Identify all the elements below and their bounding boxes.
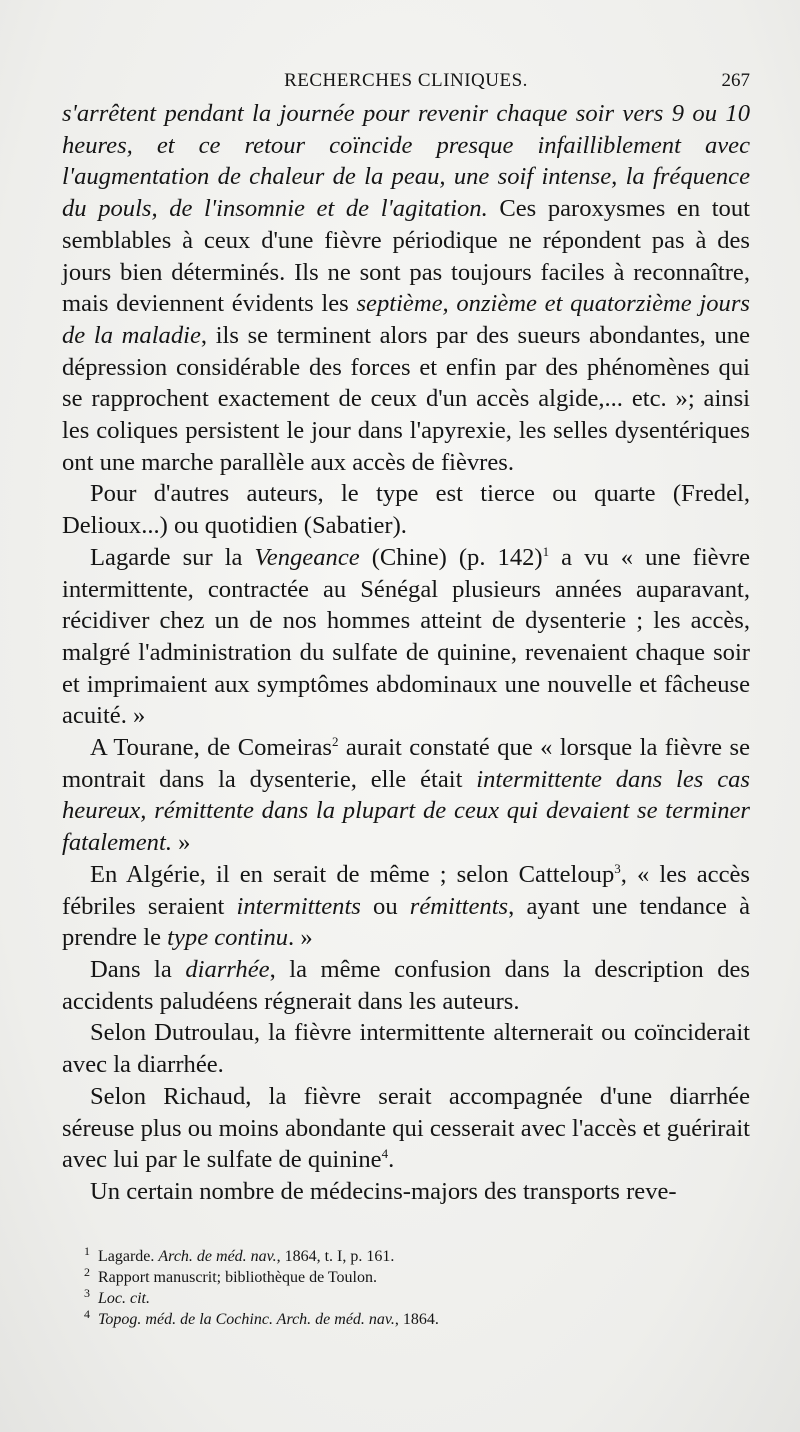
text-span: , la même confusion dans la description des accidents paludéens régnerait dans les auteurs. <box>62 955 750 1015</box>
footnote-mark: 2 <box>84 1265 90 1279</box>
text-span: ou <box>360 892 410 920</box>
text-span: aurait constaté que « lorsque la fièvre se montrait dans la dysenterie, elle était <box>62 734 750 793</box>
italic-span: Arch. de méd. nav. <box>158 1248 277 1265</box>
footnote-mark: 4 <box>84 1307 90 1321</box>
paragraph-8 <box>62 1081 750 1176</box>
text-span: (Chine) (p. 142) <box>359 543 543 571</box>
footnote-mark: 1 <box>84 1244 90 1258</box>
italic-span: diarrhée <box>185 955 270 983</box>
paragraph-5 <box>62 859 750 954</box>
italic-span: intermittents <box>236 892 361 920</box>
footnote <box>84 1288 724 1309</box>
text-span: , « les accès fébriles seraient <box>62 860 750 920</box>
footnote <box>84 1267 724 1288</box>
text-span: , ayant une tendance à prendre le <box>62 892 750 952</box>
paragraph-7: Selon Dutroulau, la fièvre intermittente alternerait ou coïnciderait avec la diarrhée. <box>62 1019 750 1079</box>
footnotes <box>84 1246 724 1330</box>
page-number: 267 <box>721 70 750 91</box>
paragraph-4 <box>62 732 750 859</box>
text-span: En Algérie, il en serait de même ; selon Catteloup <box>90 860 615 888</box>
text-span: , 1864. <box>394 1311 439 1328</box>
italic-span: Topog. méd. de la Cochinc. Arch. de méd. nav. <box>98 1311 395 1328</box>
paragraph-3 <box>62 542 750 732</box>
text-span: Dans la <box>90 955 186 983</box>
italic-span: septième, onzième et quatorzième jours de la maladie <box>62 290 750 349</box>
text-span: . » <box>288 924 313 952</box>
footnote <box>84 1309 724 1330</box>
text-span: a vu « une fièvre intermittente, contractée au Sénégal plusieurs années auparavant, récidiver chez un de nos hommes atteint de dysenterie ; les accès, malgré l'administration du sulfate de quinine, revenaient chaque soir et imprimaient aux symptômes abdominaux une nouvelle et fâcheuse acuité. » <box>62 543 750 730</box>
paragraph-9: Un certain nombre de médecins-majors des transports reve- <box>90 1177 677 1205</box>
italic-span: intermittente dans les cas heureux, rémittente dans la plupart de ceux qui devaient se terminer fatalement. <box>62 765 751 857</box>
text-span: Lagarde. <box>98 1248 159 1265</box>
italic-span: type continu <box>167 924 289 952</box>
paragraph-1 <box>62 98 750 478</box>
text-span: . <box>388 1146 395 1174</box>
footnote <box>84 1246 724 1267</box>
footnote-text <box>98 1267 377 1288</box>
footnote-text <box>98 1309 439 1330</box>
footnote-ref: 4 <box>381 1146 389 1162</box>
footnote-mark: 3 <box>84 1286 90 1300</box>
running-title: RECHERCHES CLINIQUES. <box>284 70 528 91</box>
paragraph-6 <box>62 954 750 1017</box>
body-text <box>62 98 750 1208</box>
italic-span: Loc. cit. <box>98 1290 150 1307</box>
italic-span: rémittents <box>409 892 509 920</box>
italic-span: Vengeance <box>254 543 360 571</box>
text-span: , ils se terminent alors par des sueurs abondantes, une dépression considérable des forces et enfin par des phénomènes qui se rapprochent exactement de ceux d'un accès algide,... etc. »; ainsi les coliques persistent le jour dans l'apyrexie, les selles dysentériques ont une marche parallèle aux accès de fièvres. <box>62 321 750 476</box>
footnote-ref: 2 <box>331 734 339 750</box>
text-span: A Tourane, de Comeiras <box>90 734 332 762</box>
text-span: Rapport manuscrit; bibliothèque de Toulon. <box>98 1269 377 1286</box>
footnote-text <box>98 1288 150 1309</box>
text-span: Lagarde sur la <box>90 543 255 571</box>
paragraph-2: Pour d'autres auteurs, le type est tierce ou quarte (Fredel, Delioux...) ou quotidien (Sabatier). <box>62 480 750 540</box>
footnote-text <box>98 1246 394 1267</box>
text-span: Ces paroxysmes en tout semblables à ceux d'une fièvre périodique ne répondent pas à des jours bien déterminés. Ils ne sont pas toujours faciles à reconnaître, mais deviennent évidents les <box>62 195 750 318</box>
footnote-ref: 3 <box>614 860 621 876</box>
text-span: Selon Richaud, la fièvre serait accompagnée d'une diarrhée séreuse plus ou moins abondante qui cesserait avec l'accès et guérirait avec lui par le sulfate de quinine <box>62 1082 750 1174</box>
italic-span: s'arrêtent pendant la journée pour revenir chaque soir vers 9 ou 10 heures, et ce retour coïncide presque infailliblement avec l'augmentation de chaleur de la peau, une soif intense, la fréquence du pouls, de l'insomnie et de l'agitation. <box>62 100 750 223</box>
text-span: , 1864, t. I, p. 161. <box>276 1248 395 1265</box>
page-header <box>62 64 750 94</box>
footnote-ref: 1 <box>542 543 550 559</box>
text-span: » <box>171 829 191 857</box>
